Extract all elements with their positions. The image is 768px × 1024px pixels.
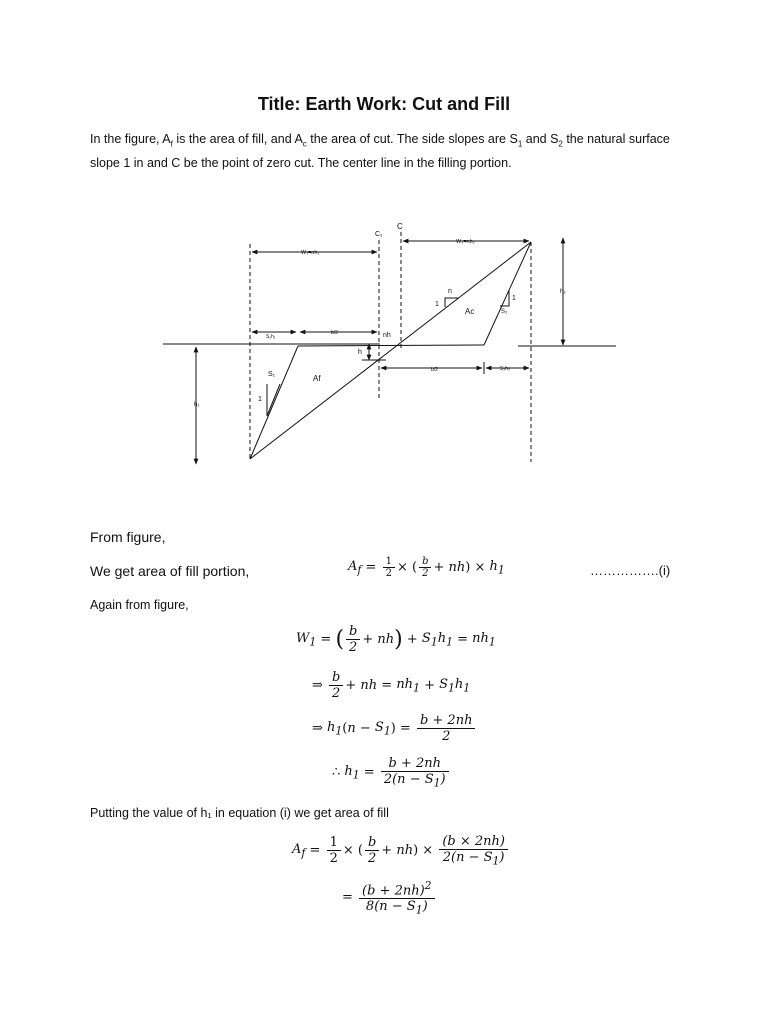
- fill-area-label: We get area of fill portion,: [90, 563, 250, 579]
- label-one-fill: 1: [258, 396, 262, 403]
- equation-h1: ∴ $h_1$ = $\frac{b + 2nh}{2(n - S_1)}$: [332, 756, 451, 790]
- intro-text: and S: [522, 132, 559, 146]
- label-nh: nh: [383, 332, 391, 339]
- label-one-cut: 1: [435, 301, 439, 308]
- equation-af-substituted: $A_f$ = $\frac{1}{2}$ × ( $\frac{b}{2}$ + nh ) × $\frac{(b \times 2nh)}{2(n - S_1)}$: [292, 834, 510, 868]
- label-ac: Ac: [465, 307, 475, 316]
- label-s1: S₁: [268, 371, 276, 378]
- again-text: Again from figure,: [90, 598, 189, 612]
- label-c: C: [397, 222, 403, 231]
- intro-text: In the figure, A: [90, 132, 171, 146]
- intro-sub: f: [170, 139, 173, 149]
- label-c1: C₁: [375, 231, 383, 238]
- label-b2-top: b/2: [331, 330, 338, 336]
- formation-line: [298, 345, 484, 346]
- intro-sub: c: [302, 139, 307, 149]
- label-af: Af: [313, 374, 321, 383]
- equation-step-2: ⇒ $\frac{b}{2}$ + nh = $nh_1$ + $S_1h_1$: [312, 670, 471, 701]
- intro-sub: 2: [558, 139, 563, 149]
- label-s2h2: S₂h₂: [500, 366, 510, 372]
- label-w1: W₁=nh₁: [301, 250, 320, 256]
- equation-tag: …………….(i): [590, 563, 671, 578]
- equation-step-3: ⇒ $h_1$ ( n − $S_1$ ) = $\frac{b + 2nh}{2}$: [312, 713, 477, 744]
- equation-w1: $W_1$ = ( $\frac{b}{2}$ + nh ) + $S_1h_1$ = $nh_1$: [296, 624, 496, 655]
- s1-slope-triangle: [267, 384, 280, 416]
- intro-text: the area of cut. The side slopes are S: [306, 132, 518, 146]
- label-h: h: [358, 349, 362, 356]
- label-s1h1: S₁h₁: [266, 334, 276, 340]
- label-s2: S₂: [501, 309, 508, 315]
- putting-text: Putting the value of h₁ in equation (i) we get area of fill: [90, 806, 389, 820]
- from-figure-text: From figure,: [90, 529, 166, 545]
- equation-af-final: = $\frac{(b + 2nh)^2}{8(n - S_1)}$: [342, 879, 437, 917]
- cut-side-slope: [484, 242, 531, 345]
- label-b2-bottom: b/2: [431, 367, 438, 373]
- label-n: n: [448, 288, 452, 295]
- intro-text: is the area of fill, and A: [172, 132, 303, 146]
- intro-sub: 1: [517, 139, 523, 149]
- label-h1: h₁: [194, 402, 200, 408]
- natural-surface-line: [250, 242, 531, 459]
- page-title: Title: Earth Work: Cut and Fill: [257, 94, 511, 114]
- label-h2: h₂: [560, 289, 566, 295]
- label-one-s2: 1: [512, 295, 516, 302]
- label-w2: W₂=nh₂: [456, 239, 475, 245]
- equation-i: $A_f$ = $\frac{1}{2}$ × ( $\frac{b}{2}$ + nh ) × $h_1$: [348, 556, 505, 579]
- intro-text: the natural surface slope 1 in and C be the point of zero cut. The center line in the filling portion.: [90, 132, 670, 170]
